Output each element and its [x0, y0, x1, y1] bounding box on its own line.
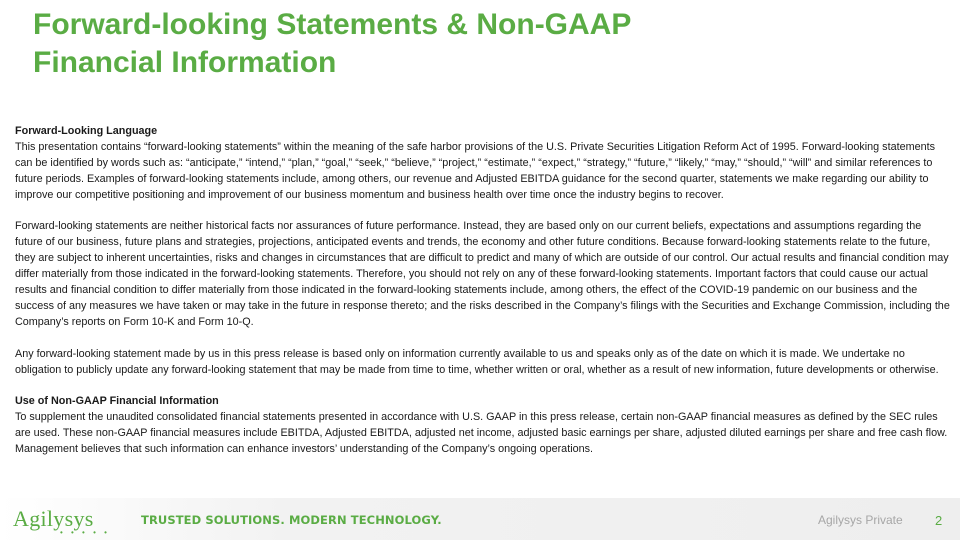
footer-tagline: TRUSTED SOLUTIONS. MODERN TECHNOLOGY.: [141, 513, 442, 527]
slide-title-line-1: Forward-looking Statements & Non-GAAP: [33, 8, 632, 41]
paragraph-spacer: [15, 378, 950, 394]
logo-dots-decoration: • • • • •: [60, 528, 110, 537]
page-number: 2: [935, 513, 943, 528]
paragraph-spacer: [15, 331, 950, 347]
classification-label: Agilysys Private: [818, 513, 903, 527]
slide-title: [33, 6, 913, 82]
non-gaap-heading: Use of Non-GAAP Financial Information: [15, 395, 219, 408]
non-gaap-paragraph: To supplement the unaudited consolidated financial statements presented in accordance with U.S. GAAP in this press release, certain non-GAAP financial measures as defined by the SEC rules are used. These non-GAAP financial measures include EBITDA, Adjusted EBITDA, adjusted net income, adjusted basic earnings per share, adjusted diluted earnings per share and free cash flow. Management believes that such information can enhance investors’ understanding of the Company’s ongoing operations.: [15, 411, 948, 456]
forward-looking-paragraph-3: Any forward-looking statement made by us in this press release is based only on information currently available to us and speaks only as of the date on which it is made. We undertake no obligation to publicly update any forward-looking statement that may be made from time to time, whether written or oral, whether as a result of new information, future developments or otherwise.: [15, 347, 939, 376]
forward-looking-paragraph-1: This presentation contains “forward-looking statements” within the meaning of the safe harbor provisions of the U.S. Private Securities Litigation Reform Act of 1995. Forward-looking statements can be identified by words such as: “anticipate,” “intend,” “plan,” “goal,” “seek,” “believe,” “project,” “estimate,” “expect,” “strategy,” “future,” “likely,” “may,” “should,” “will” and similar references to future periods. Examples of forward-looking statements include, among others, our revenue and Adjusted EBITDA guidance for the second quarter, statements we make regarding our ability to improve our competitive positioning and improvement of our business momentum and business health over time once the industry begins to recover.: [15, 140, 935, 201]
paragraph-spacer: [15, 204, 950, 220]
slide-title-line-2: Financial Information: [33, 46, 337, 79]
forward-looking-heading: Forward-Looking Language: [15, 125, 158, 137]
forward-looking-paragraph-2: Forward-looking statements are neither historical facts nor assurances of future performance. Instead, they are based only on our current beliefs, expectations and assumptions regarding the future of our business, future plans and strategies, projections, anticipated events and trends, the economy and other future conditions. Because forward-looking statements relate to the future, they are subject to inherent uncertainties, risks and changes in circumstances that are difficult to predict and many of which are outside of our control. Our actual results and financial condition may differ materially from those indicated in the forward-looking statements. Therefore, you should not rely on any of these forward-looking statements. Important factors that could cause our actual results and financial condition to differ materially from those indicated in the forward-looking statements include, among others, the effect of the COVID-19 pandemic on our business and the success of any measures we have taken or may take in the future in response thereto; and the risks described in the Company’s filings with the Securities and Exchange Commission, including the Company’s reports on Form 10-K and Form 10-Q.: [15, 220, 950, 328]
disclaimer-body: [15, 124, 950, 458]
agilysys-logo: Agilysys: [13, 506, 94, 531]
